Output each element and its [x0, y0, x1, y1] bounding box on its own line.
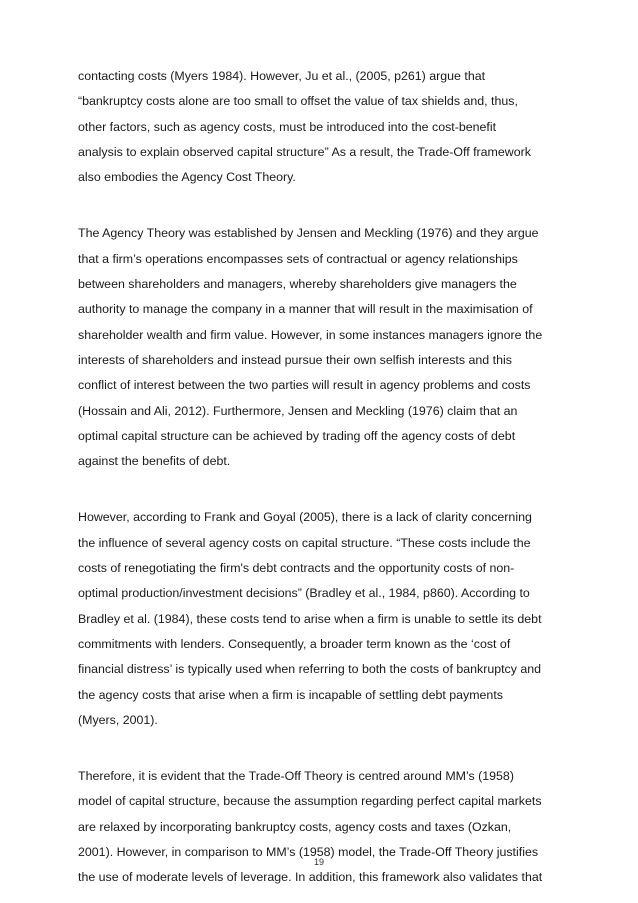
paragraph-4 [78, 764, 564, 890]
text-line: shareholder wealth and firm value. However, in some instances managers ignore the [78, 327, 543, 342]
text-line: financial distress’ is typically used when referring to both the costs of bankruptcy and [78, 662, 542, 677]
text-line: “bankruptcy costs alone are too small to offset the value of tax shields and, thus, [78, 94, 518, 109]
page-number: 19 [313, 857, 324, 867]
text-line: the agency costs that arise when a firm is incapable of settling debt payments [78, 687, 503, 702]
text-line: However, according to Frank and Goyal (2005), there is a lack of clarity concerning [78, 510, 532, 525]
text-line: also embodies the Agency Cost Theory. [78, 170, 296, 185]
paragraph-3 [78, 505, 564, 733]
paragraph-1 [78, 64, 564, 190]
text-line: between shareholders and managers, whereby shareholders give managers the [78, 277, 517, 292]
text-line: The Agency Theory was established by Jensen and Meckling (1976) and they argue [78, 226, 539, 241]
text-line: Therefore, it is evident that the Trade-Off Theory is centred around MM’s (1958) [78, 769, 514, 784]
text-line: against the benefits of debt. [78, 454, 231, 469]
text-line: the use of moderate levels of leverage. In addition, this framework also validates that [78, 870, 543, 885]
text-line: contacting costs (Myers 1984). However, Ju et al., (2005, p261) argue that [78, 69, 486, 83]
text-line: analysis to explain observed capital structure” As a result, the Trade-Off framework [78, 144, 531, 159]
text-line: optimal production/investment decisions” (Bradley et al., 1984, p860). According to [78, 586, 530, 601]
text-line: authority to manage the company in a manner that will result in the maximisation of [78, 302, 533, 317]
text-line: other factors, such as agency costs, must be introduced into the cost-benefit [78, 119, 497, 134]
text-line: interests of shareholders and instead pursue their own selfish interests and this [78, 352, 512, 367]
text-line: optimal capital structure can be achieved by trading off the agency costs of debt [78, 428, 516, 443]
text-line: (Myers, 2001). [78, 712, 158, 727]
text-line: 2001). However, in comparison to MM’s (1958) model, the Trade-Off Theory justifies [78, 845, 539, 860]
paragraph-2 [78, 221, 564, 474]
text-line: conflict of interest between the two parties will result in agency problems and costs [78, 378, 531, 393]
text-line: that a firm’s operations encompasses sets of contractual or agency relationships [78, 251, 518, 266]
text-line: commitments with lenders. Consequently, a broader term known as the ‘cost of [78, 636, 511, 651]
text-line: are relaxed by incorporating bankruptcy costs, agency costs and taxes (Ozkan, [78, 819, 512, 834]
text-line: model of capital structure, because the assumption regarding perfect capital markets [78, 794, 542, 809]
text-line: the influence of several agency costs on capital structure. “These costs include the [78, 535, 531, 550]
text-line: Bradley et al. (1984), these costs tend to arise when a firm is unable to settle its debt [78, 611, 542, 626]
text-line: (Hossain and Ali, 2012). Furthermore, Jensen and Meckling (1976) claim that an [78, 403, 518, 418]
text-line: costs of renegotiating the firm's debt contracts and the opportunity costs of non- [78, 561, 515, 576]
body-text [78, 64, 564, 891]
